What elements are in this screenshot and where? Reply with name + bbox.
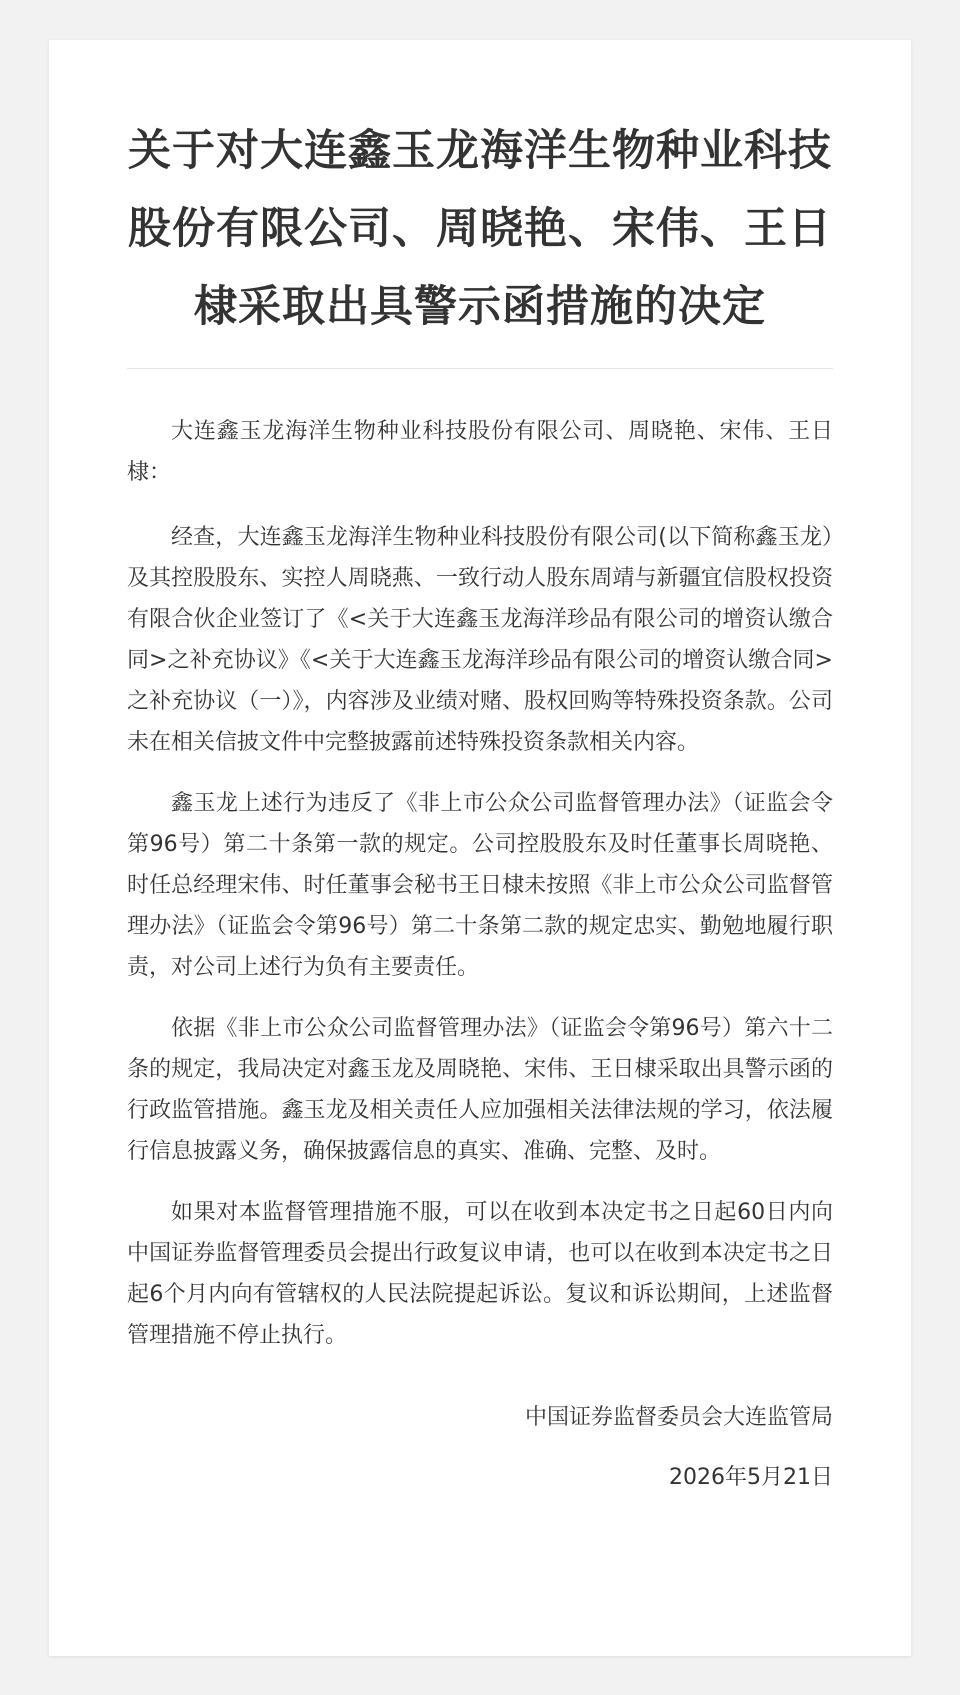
- issuer-signature: 中国证券监督委员会大连监管局: [524, 1405, 833, 1430]
- paragraph-violation: 鑫玉龙上述行为违反了《非上市公众公司监督管理办法》（证监会令第96号）第二十条第一款的规定。公司控股股东及时任董事长周晓艳、时任总经理宋伟、时任董事会秘书王日棣未按照《非上市公众公司监督管理办法》（证监会令第96号）第二十条第二款的规定忠实、勤勉地履行职责，对公司上述行为负有主要责任。: [127, 791, 833, 980]
- paragraph-findings: 经查，大连鑫玉龙海洋生物种业科技股份有限公司(以下简称鑫玉龙）及其控股股东、实控人周晓燕、一致行动人股东周靖与新疆宜信股权投资有限合伙企业签订了《<关于大连鑫玉龙海洋珍品有限公司的增资认缴合同>之补充协议》《<关于大连鑫玉龙海洋珍品有限公司的增资认缴合同>之补充协议（一）》，内容涉及业绩对赌、股权回购等特殊投资条款。公司未在相关信披文件中完整披露前述特殊投资条款相关内容。: [127, 525, 833, 755]
- issue-date: 2026年5月21日: [669, 1465, 833, 1490]
- salutation: 大连鑫玉龙海洋生物种业科技股份有限公司、周晓艳、宋伟、王日棣：: [127, 419, 833, 485]
- paragraph-appeal: 如果对本监督管理措施不服，可以在收到本决定书之日起60日内向中国证券监督管理委员会提出行政复议申请，也可以在收到本决定书之日起6个月内向有管辖权的人民法院提起诉讼。复议和诉讼期间，上述监督管理措施不停止执行。: [127, 1200, 833, 1348]
- title-divider: [127, 368, 833, 369]
- document-title: 关于对大连鑫玉龙海洋生物种业科技股份有限公司、周晓艳、宋伟、王日棣采取出具警示函措施的决定: [128, 126, 832, 332]
- document-page: [49, 40, 911, 1656]
- paragraph-decision: 依据《非上市公众公司监督管理办法》（证监会令第96号）第六十二条的规定，我局决定对鑫玉龙及周晓艳、宋伟、王日棣采取出具警示函的行政监管措施。鑫玉龙及相关责任人应加强相关法律法规的学习，依法履行信息披露义务，确保披露信息的真实、准确、完整、及时。: [127, 1016, 833, 1164]
